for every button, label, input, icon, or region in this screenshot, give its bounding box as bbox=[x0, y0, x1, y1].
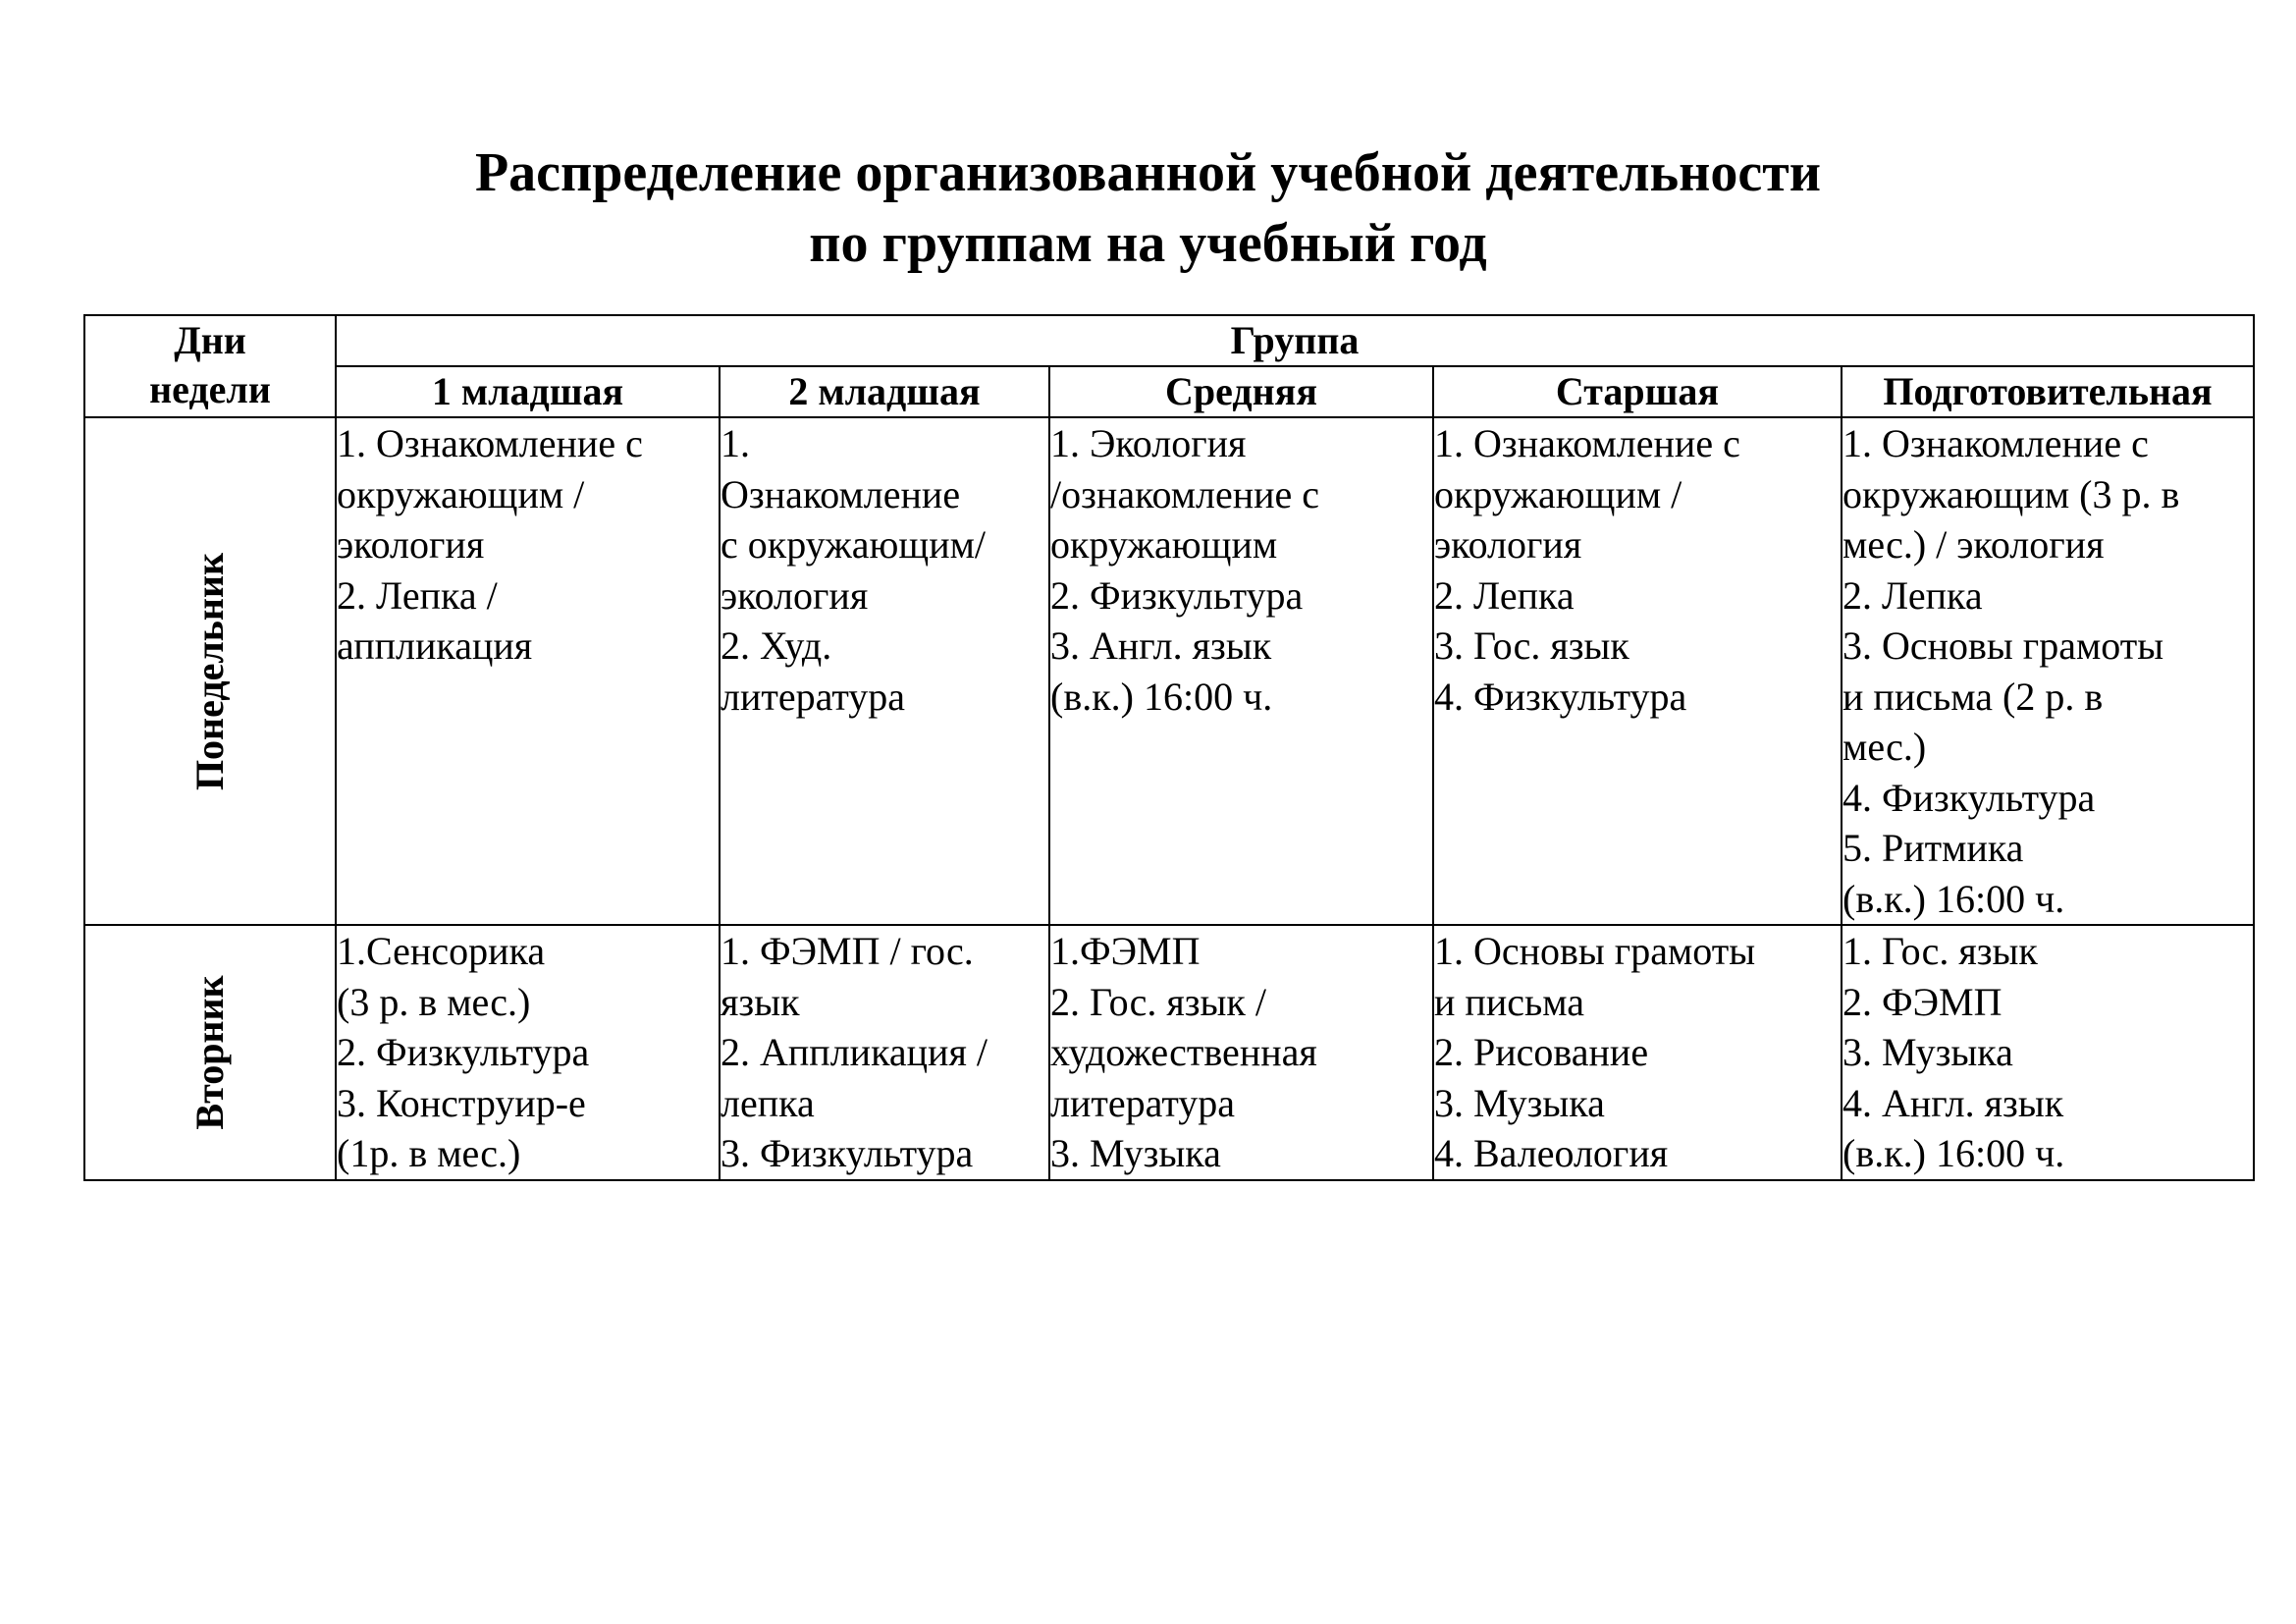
activity-line: 1. Экология bbox=[1050, 421, 1247, 465]
group-header-2nd-junior: 2 младшая bbox=[720, 366, 1049, 417]
activity-line: 3. Англ. язык bbox=[1050, 623, 1272, 668]
activity-cell-2nd-junior bbox=[720, 417, 1049, 925]
activity-cell-middle bbox=[1049, 417, 1433, 925]
activity-line: 1. bbox=[721, 421, 750, 465]
activity-line: 1. Основы грамоты bbox=[1434, 929, 1756, 973]
activity-line: (в.к.) 16:00 ч. bbox=[1842, 1131, 2065, 1175]
group-header-preparatory: Подготовительная bbox=[1842, 366, 2254, 417]
activity-cell-preparatory bbox=[1842, 417, 2254, 925]
schedule-table bbox=[83, 314, 2255, 1181]
activity-cell-middle bbox=[1049, 925, 1433, 1180]
group-header-middle: Средняя bbox=[1049, 366, 1433, 417]
activity-line: (1р. в мес.) bbox=[337, 1131, 521, 1175]
day-cell bbox=[84, 417, 336, 925]
activity-line: окружающим (3 р. в bbox=[1842, 471, 2180, 516]
activity-line: 2. Гос. язык / bbox=[1050, 979, 1266, 1024]
activity-line: экология bbox=[337, 522, 485, 567]
activity-line: 1.Сенсорика bbox=[337, 929, 546, 973]
header-row-top bbox=[84, 315, 2254, 366]
activity-line: 2. Физкультура bbox=[1050, 572, 1304, 618]
activity-line: экология bbox=[1434, 522, 1582, 567]
activity-line: язык bbox=[721, 979, 800, 1024]
activity-line: 4. Валеология bbox=[1434, 1131, 1669, 1175]
activity-line: 3. Основы грамоты bbox=[1842, 623, 2164, 668]
activity-line: 2. ФЭМП bbox=[1842, 979, 2002, 1024]
activity-line: окружающим / bbox=[1434, 471, 1682, 516]
title-line-2: по группам на учебный год bbox=[809, 213, 1487, 274]
activity-line: мес.) bbox=[1842, 725, 1927, 769]
activity-line: 1. ФЭМП / гос. bbox=[721, 929, 974, 973]
activity-line: 3. Музыка bbox=[1842, 1030, 2013, 1074]
activity-line: 4. Физкультура bbox=[1434, 674, 1687, 719]
activity-cell-senior bbox=[1433, 417, 1842, 925]
day-label: Понедельник bbox=[187, 552, 232, 790]
activity-line: 2. Физкультура bbox=[337, 1030, 590, 1074]
activity-line: и письма (2 р. в bbox=[1842, 674, 2104, 719]
activity-line: с окружающим/ bbox=[721, 522, 987, 567]
activity-line: аппликация bbox=[337, 623, 533, 668]
day-cell bbox=[84, 925, 336, 1180]
activity-cell-1st-junior bbox=[336, 417, 720, 925]
days-of-week-header bbox=[84, 315, 336, 417]
activity-line: 2. Рисование bbox=[1434, 1030, 1649, 1074]
activity-line: 4. Англ. язык bbox=[1842, 1080, 2064, 1125]
activity-line: 2. Аппликация / bbox=[721, 1030, 988, 1074]
document-title bbox=[0, 137, 2296, 279]
activity-line: 3. Музыка bbox=[1434, 1080, 1605, 1125]
activity-line: лепка bbox=[721, 1080, 815, 1125]
activity-line: литература bbox=[1050, 1080, 1236, 1125]
activity-line: 2. Лепка bbox=[1842, 572, 1983, 618]
activity-line: 3. Музыка bbox=[1050, 1131, 1221, 1175]
days-header-line-2: недели bbox=[149, 367, 271, 411]
activity-line: (в.к.) 16:00 ч. bbox=[1842, 876, 2065, 921]
activity-line: 1. Ознакомление с bbox=[337, 421, 643, 465]
activity-line: 3. Гос. язык bbox=[1434, 623, 1629, 668]
activity-line: 5. Ритмика bbox=[1842, 826, 2024, 870]
activity-line: 2. Лепка bbox=[1434, 572, 1575, 618]
activity-line: (3 р. в мес.) bbox=[337, 979, 531, 1024]
activity-line: художественная bbox=[1050, 1030, 1317, 1074]
activity-line: 4. Физкультура bbox=[1842, 775, 2096, 820]
activity-cell-2nd-junior bbox=[720, 925, 1049, 1180]
activity-line: 1. Ознакомление с bbox=[1434, 421, 1740, 465]
activity-line: 2. Худ. bbox=[721, 623, 832, 668]
activity-line: окружающим / bbox=[337, 471, 585, 516]
activity-line: 3. Физкультура bbox=[721, 1131, 974, 1175]
day-label: Вторник bbox=[187, 975, 232, 1130]
activity-cell-preparatory bbox=[1842, 925, 2254, 1180]
activity-line: экология bbox=[721, 572, 869, 618]
activity-line: (в.к.) 16:00 ч. bbox=[1050, 674, 1273, 719]
group-header-1st-junior: 1 младшая bbox=[336, 366, 720, 417]
days-header-line-1: Дни bbox=[174, 318, 246, 362]
title-line-1: Распределение организованной учебной деятельности bbox=[474, 142, 1822, 203]
activity-line: 1. Гос. язык bbox=[1842, 929, 2038, 973]
activity-line: 1.ФЭМП bbox=[1050, 929, 1201, 973]
group-header-senior: Старшая bbox=[1433, 366, 1842, 417]
activity-line: и письма bbox=[1434, 979, 1585, 1024]
activity-line: литература bbox=[721, 674, 906, 719]
activity-cell-1st-junior bbox=[336, 925, 720, 1180]
group-header: Группа bbox=[336, 315, 2254, 366]
activity-cell-senior bbox=[1433, 925, 1842, 1180]
activity-line: мес.) / экология bbox=[1842, 522, 2105, 567]
header-row-groups bbox=[84, 366, 2254, 417]
activity-line: 3. Конструир-е bbox=[337, 1080, 586, 1125]
activity-line: окружающим bbox=[1050, 522, 1278, 567]
activity-line: /ознакомление с bbox=[1050, 471, 1320, 516]
activity-line: 1. Ознакомление с bbox=[1842, 421, 2149, 465]
activity-line: 2. Лепка / bbox=[337, 572, 498, 618]
table-row bbox=[84, 417, 2254, 925]
table-row bbox=[84, 925, 2254, 1180]
activity-line: Ознакомление bbox=[721, 471, 961, 516]
